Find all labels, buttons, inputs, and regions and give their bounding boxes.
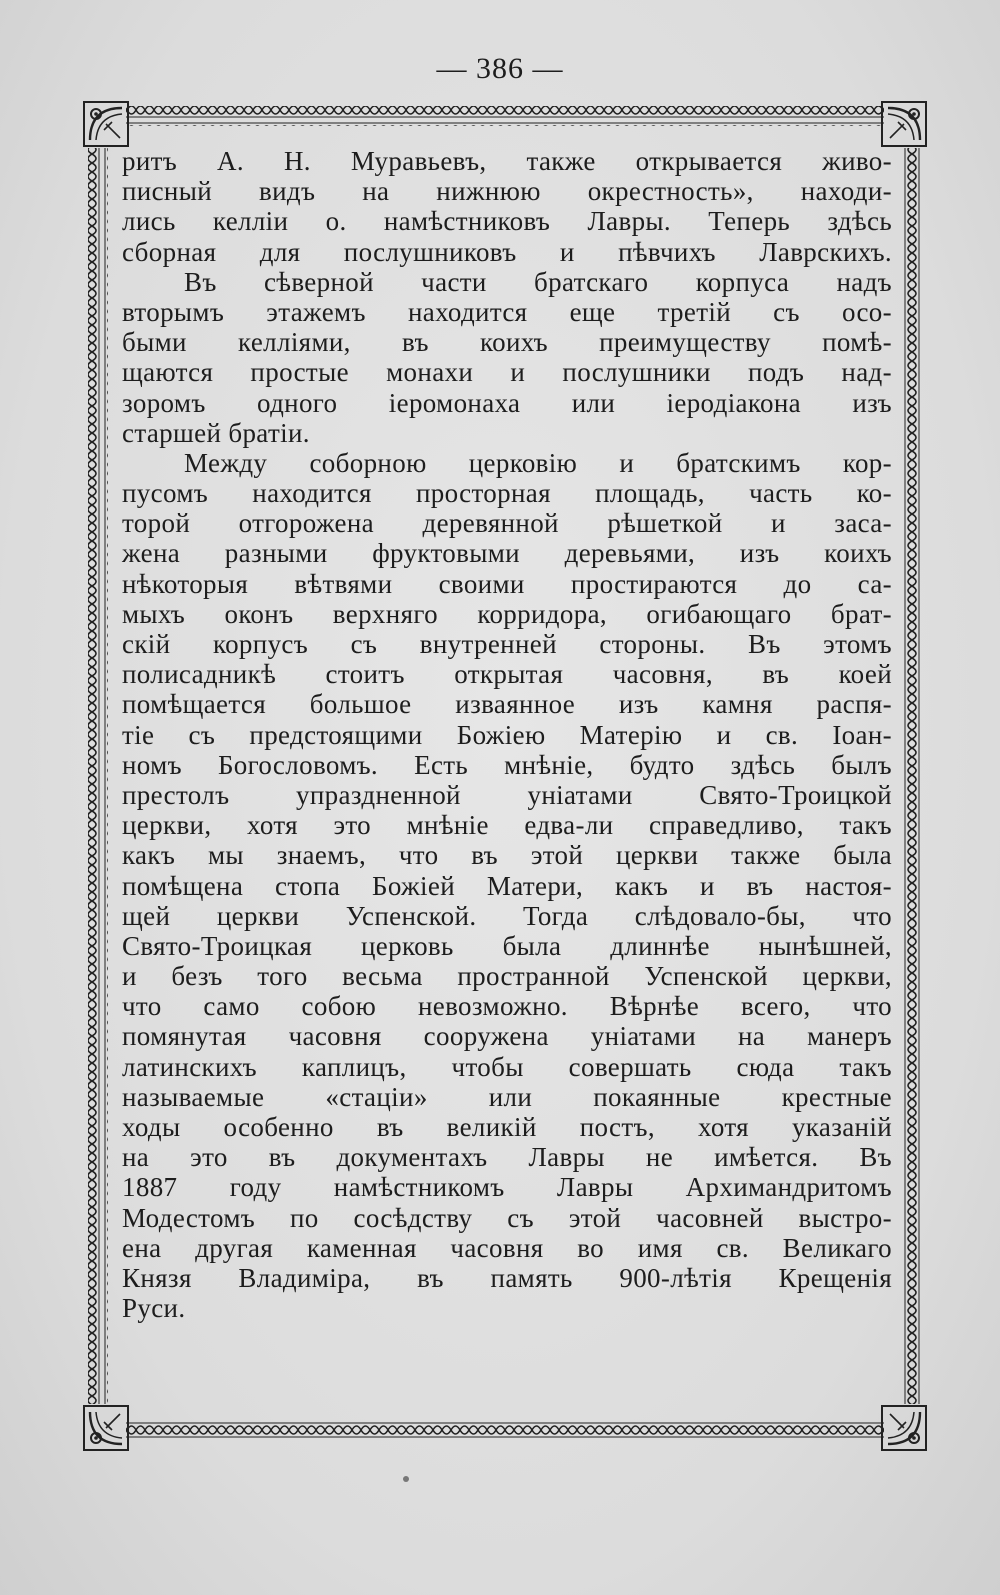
body-text (122, 146, 892, 1323)
text-line: помянутая часовня сооружена уніатами на манеръ (122, 1021, 892, 1052)
text-line: Между соборною церковію и братскимъ кор- (184, 447, 892, 478)
text-line: торой отгорожена деревянной рѣшеткой и заса- (122, 508, 892, 539)
text-line: латинскихъ каплицъ, чтобы совершать сюда такъ (122, 1051, 892, 1082)
text-line: лись келліи о. намѣстниковъ Лавры. Теперь здѣсь (122, 206, 892, 237)
text-line: помѣщена стопа Божіей Матери, какъ и въ настоя- (122, 870, 892, 901)
print-speck (403, 1476, 409, 1482)
text-line: старшей братіи. (122, 417, 310, 448)
text-line: и безъ того весьма пространной Успенской церкви, (122, 961, 892, 992)
text-line: церкви, хотя это мнѣніе едва-ли справедливо, такъ (122, 810, 892, 841)
text-line: 1887 году намѣстникомъ Лавры Архимандритомъ (122, 1172, 892, 1203)
text-line: Князя Владиміра, въ память 900-лѣтія Крещенія (122, 1262, 892, 1293)
text-line: что само собою невозможно. Вѣрнѣе всего, что (122, 991, 892, 1022)
page-number: — 386 — (436, 52, 564, 85)
text-line: на это въ документахъ Лавры не имѣется. Въ (122, 1142, 892, 1173)
text-line: щей церкви Успенской. Тогда слѣдовало-бы, что (122, 900, 892, 931)
text-line: писный видъ на нижнюю окрестность», находи- (122, 176, 892, 207)
text-line: помѣщается большое изваянное изъ камня распя- (122, 689, 892, 720)
text-line: жена разными фруктовыми деревьями, изъ коихъ (122, 538, 892, 569)
text-line: сборная для послушниковъ и пѣвчихъ Лаврскихъ. (122, 236, 892, 267)
text-line: ена другая каменная часовня во имя св. Великаго (122, 1232, 892, 1263)
text-line: нѣкоторыя вѣтвями своими простираются до са- (122, 568, 892, 599)
text-line: ходы особенно въ великій постъ, хотя указаній (122, 1112, 892, 1142)
text-line: скій корпусъ съ внутренней стороны. Въ этомъ (122, 629, 892, 659)
text-line: тіе съ предстоящими Божіею Матерію и св. Іоан- (122, 719, 892, 750)
text-line: мыхъ оконъ верхняго корридора, огибающаго брат- (122, 598, 892, 629)
text-line: какъ мы знаемъ, что въ этой церкви также была (122, 840, 892, 871)
text-line: быми келліями, въ коихъ преимуществу помѣ- (122, 327, 892, 358)
text-line: полисадникѣ стоитъ открытая часовня, въ коей (122, 659, 892, 690)
text-line: называемые «стаціи» или покаянные крестные (122, 1081, 892, 1112)
text-line: Модестомъ по сосѣдству съ этой часовней выстро- (122, 1202, 892, 1233)
text-line: ритъ А. Н. Муравьевъ, также открывается живо- (122, 146, 892, 176)
text-line: вторымъ этажемъ находится еще третій съ осо- (122, 296, 892, 327)
text-line: пусомъ находится просторная площадь, часть ко- (122, 478, 892, 509)
text-line: щаются простые монахи и послушники подъ над- (122, 357, 892, 388)
text-line: зоромъ одного іеромонаха или іеродіакона изъ (122, 387, 892, 418)
text-line: Руси. (122, 1293, 186, 1324)
text-line: Свято-Троицкая церковь была длиннѣе нынѣшней, (122, 930, 892, 961)
text-line: номъ Богословомъ. Есть мнѣніе, будто здѣсь былъ (122, 749, 892, 780)
text-line: престолъ упраздненной уніатами Свято-Троицкой (122, 779, 892, 810)
text-line: Въ сѣверной части братскаго корпуса надъ (184, 266, 892, 297)
